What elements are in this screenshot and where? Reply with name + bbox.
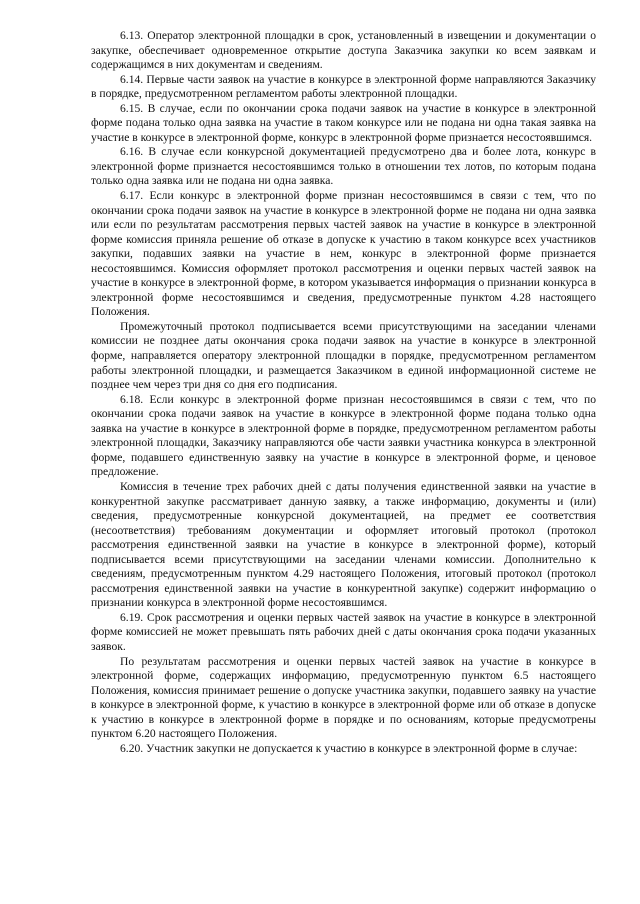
- clause-6-19-results: По результатам рассмотрения и оценки первых частей заявок на участие в конкурсе в электронной форме, содержащих информацию, предусмотренную пунктом 6.5 настоящего Положения, комиссия принимает решение о допуске участника закупки, подавшего заявку на участие в конкурсе в электронной форме, к участию в конкурсе в электронной форме или об отказе в допуске к участию в конкурсе в электронной форме в порядке и по основаниям, которые предусмотрены пунктом 6.20 настоящего Положения.: [91, 654, 596, 741]
- clause-6-19: 6.19. Срок рассмотрения и оценки первых частей заявок на участие в конкурсе в электронной форме комиссией не может превышать пять рабочих дней с даты окончания срока подачи указанных заявок.: [91, 610, 596, 653]
- clause-6-15: 6.15. В случае, если по окончании срока подачи заявок на участие в конкурсе в электронной форме подана только одна заявка на участие в таком конкурсе или не подана ни одна такая заявка на участие в конкурсе в электронной форме, конкурс в электронной форме признается несостоявшимся.: [91, 101, 596, 144]
- clause-6-13: 6.13. Оператор электронной площадки в срок, установленный в извещении и документации о закупке, обеспечивает одновременное открытие доступа Заказчика закупки ко всем заявкам и содержащимся в них документам и сведениям.: [91, 29, 596, 72]
- clause-6-14: 6.14. Первые части заявок на участие в конкурсе в электронной форме направляются Заказчику в порядке, предусмотренном регламентом работы электронной площадки.: [91, 72, 596, 101]
- clause-6-20: 6.20. Участник закупки не допускается к участию в конкурсе в электронной форме в случае:: [120, 741, 578, 755]
- clause-6-16: 6.16. В случае если конкурсной документацией предусмотрено два и более лота, конкурс в электронной форме признается несостоявшимся только в отношении тех лотов, по которым подана только одна заявка или не подана ни одна заявка.: [91, 145, 596, 188]
- document-body: [91, 29, 596, 756]
- clause-6-18-commission: Комиссия в течение трех рабочих дней с даты получения единственной заявки на участие в конкурентной закупке рассматривает данную заявку, а также информацию, документы и (или) сведения, предусмотренные конкурсной документацией, на предмет ее соответствия (несоответствия) требованиям документации и оформляет итоговый протокол (протокол рассмотрения единственной заявки на участие в конкурсе в электронной форме), который подписывается всеми присутствующими на заседании членами комиссии. Дополнительно к сведениям, предусмотренным пунктом 4.29 настоящего Положения, итоговый протокол (протокол рассмотрения единственной заявки на участие в конкурентной закупке) содержит информацию о признании конкурса в электронной форме несостоявшимся.: [91, 479, 596, 610]
- clause-6-18: 6.18. Если конкурс в электронной форме признан несостоявшимся в связи с тем, что по окончании срока подачи заявок на участие в конкурсе в электронной форме подана только одна заявка на участие в конкурсе в электронной форме в порядке, предусмотренном регламентом работы электронной площадки, Заказчику направляются обе части заявки участника конкурса в электронной форме, подавшего единственную заявку на участие в конкурсе в электронной форме, и ценовое предложение.: [91, 392, 596, 479]
- clause-6-17: 6.17. Если конкурс в электронной форме признан несостоявшимся в связи с тем, что по окончании срока подачи заявок на участие в конкурсе в электронной форме не подана ни одна заявка или если по результатам рассмотрения первых частей заявок на участие в конкурсе в электронной форме комиссия приняла решение об отказе в допуске к участию в таком конкурсе всех участников закупки, подавших заявки на участие в нем, конкурс в электронной форме признается несостоявшимся. Комиссия оформляет протокол рассмотрения и оценки первых частей заявок на участие в конкурсе в электронной форме, в котором указывается информация о признании конкурса в электронной форме несостоявшимся и сведения, предусмотренные пунктом 4.28 настоящего Положения.: [91, 189, 596, 319]
- clause-6-17-interim-protocol: Промежуточный протокол подписывается всеми присутствующими на заседании членами комиссии не позднее даты окончания срока подачи заявок на участие в конкурсе в электронной форме, направляется оператору электронной площадки в порядке, предусмотренном регламентом работы электронной площадки, и размещается Заказчиком в единой информационной системе не позднее чем через три дня со дня его подписания.: [91, 319, 596, 392]
